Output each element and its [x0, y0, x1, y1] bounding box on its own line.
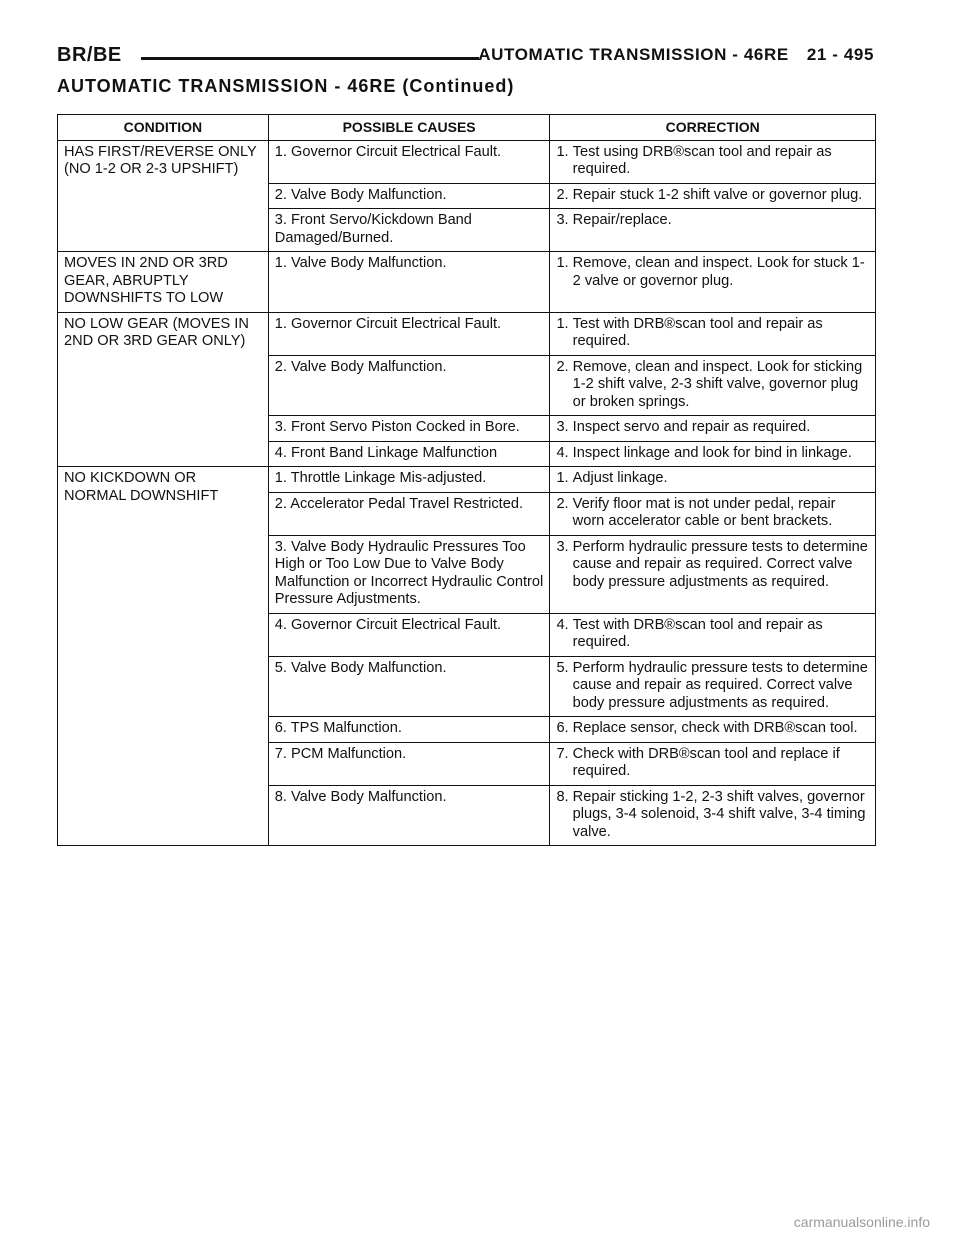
cause-cell: 3. Front Servo Piston Cocked in Bore.	[268, 416, 550, 442]
correction-description: Repair/replace.	[572, 212, 672, 228]
page-number: 21 - 495	[806, 45, 874, 64]
correction-number: 3.	[556, 212, 569, 228]
correction-cell	[550, 656, 876, 717]
correction-description: Test with DRB®scan tool and repair as required.	[572, 616, 823, 650]
correction-description: Perform hydraulic pressure tests to determine cause and repair as required. Correct valve body pressure adjustments as required.	[572, 538, 868, 590]
correction-cell	[550, 209, 876, 252]
correction-text	[556, 212, 869, 230]
cause-cell: 2. Valve Body Malfunction.	[268, 355, 550, 416]
correction-number: 2.	[556, 186, 569, 203]
correction-description: Perform hydraulic pressure tests to determine cause and repair as required. Correct valve body pressure adjustments as required.	[572, 659, 868, 711]
correction-text	[556, 470, 869, 488]
correction-number: 4.	[556, 616, 569, 633]
correction-text	[556, 419, 869, 437]
correction-cell	[550, 355, 876, 416]
cause-cell: 8. Valve Body Malfunction.	[268, 785, 550, 846]
cause-cell: 3. Front Servo/Kickdown Band Damaged/Burned.	[268, 209, 550, 252]
cause-cell: 3. Valve Body Hydraulic Pressures Too High or Too Low Due to Valve Body Malfunction or Incorrect Hydraulic Control Pressure Adjustments.	[268, 535, 550, 613]
correction-cell	[550, 140, 876, 183]
correction-number: 4.	[556, 444, 569, 461]
correction-cell	[550, 492, 876, 535]
correction-description: Inspect servo and repair as required.	[572, 419, 811, 435]
correction-description: Remove, clean and inspect. Look for sticking 1-2 shift valve, 2-3 shift valve, governor plug or broken springs.	[572, 358, 863, 410]
correction-text	[556, 144, 869, 179]
correction-text	[556, 255, 869, 290]
correction-description: Verify floor mat is not under pedal, repair worn accelerator cable or bent brackets.	[572, 495, 836, 529]
cause-cell: 1. Throttle Linkage Mis-adjusted.	[268, 467, 550, 493]
condition-cell: NO LOW GEAR (MOVES IN 2ND OR 3RD GEAR ONLY)	[58, 312, 269, 467]
correction-number: 1.	[556, 315, 569, 332]
table-row	[58, 312, 876, 355]
correction-cell	[550, 613, 876, 656]
correction-number: 1.	[556, 470, 569, 486]
cause-cell: 6. TPS Malfunction.	[268, 717, 550, 743]
cause-cell: 7. PCM Malfunction.	[268, 742, 550, 785]
cause-cell: 4. Front Band Linkage Malfunction	[268, 441, 550, 467]
condition-cell: MOVES IN 2ND OR 3RD GEAR, ABRUPTLY DOWNSHIFTS TO LOW	[58, 252, 269, 313]
correction-cell	[550, 742, 876, 785]
header-rule	[141, 57, 479, 60]
correction-number: 3.	[556, 419, 569, 435]
cause-cell: 5. Valve Body Malfunction.	[268, 656, 550, 717]
correction-cell	[550, 717, 876, 743]
correction-text	[556, 660, 869, 713]
correction-number: 1.	[556, 255, 569, 271]
condition-cell: HAS FIRST/REVERSE ONLY (NO 1-2 OR 2-3 UPSHIFT)	[58, 140, 269, 252]
table-row	[58, 140, 876, 183]
correction-number: 8.	[556, 788, 569, 805]
cause-cell: 1. Valve Body Malfunction.	[268, 252, 550, 313]
condition-cell: NO KICKDOWN OR NORMAL DOWNSHIFT	[58, 467, 269, 846]
correction-text	[556, 720, 869, 738]
table-row	[58, 252, 876, 313]
table-body	[58, 140, 876, 846]
correction-text	[556, 445, 869, 463]
correction-description: Inspect linkage and look for bind in linkage.	[572, 444, 852, 461]
correction-text	[556, 496, 869, 531]
correction-text	[556, 617, 869, 652]
correction-number: 7.	[556, 745, 569, 762]
correction-cell	[550, 467, 876, 493]
correction-number: 3.	[556, 538, 569, 555]
correction-description: Replace sensor, check with DRB®scan tool.	[572, 720, 858, 736]
cause-cell: 1. Governor Circuit Electrical Fault.	[268, 140, 550, 183]
diagnosis-table	[57, 114, 876, 846]
correction-number: 5.	[556, 659, 569, 676]
correction-description: Remove, clean and inspect. Look for stuck 1-2 valve or governor plug.	[572, 255, 865, 289]
correction-text	[556, 316, 869, 351]
column-header-possible-causes: POSSIBLE CAUSES	[268, 115, 550, 141]
correction-description: Test using DRB®scan tool and repair as required.	[572, 143, 832, 177]
correction-cell	[550, 312, 876, 355]
cause-cell: 1. Governor Circuit Electrical Fault.	[268, 312, 550, 355]
correction-text	[556, 539, 869, 592]
correction-description: Adjust linkage.	[572, 470, 668, 486]
correction-text	[556, 359, 869, 412]
header-model: BR/BE	[57, 44, 122, 66]
correction-cell	[550, 785, 876, 846]
header-chapter-title: AUTOMATIC TRANSMISSION - 46RE	[478, 45, 789, 64]
cause-cell: 4. Governor Circuit Electrical Fault.	[268, 613, 550, 656]
table-row	[58, 467, 876, 493]
cause-cell: 2. Accelerator Pedal Travel Restricted.	[268, 492, 550, 535]
correction-text	[556, 187, 869, 205]
correction-number: 1.	[556, 143, 569, 160]
page-header	[57, 44, 874, 74]
header-chapter	[478, 45, 874, 65]
column-header-correction: CORRECTION	[550, 115, 876, 141]
correction-text	[556, 789, 869, 842]
correction-description: Repair stuck 1-2 shift valve or governor plug.	[572, 186, 863, 203]
correction-number: 2.	[556, 358, 569, 375]
watermark: carmanualsonline.info	[793, 1214, 930, 1230]
correction-number: 6.	[556, 720, 569, 736]
correction-cell	[550, 441, 876, 467]
correction-cell	[550, 535, 876, 613]
correction-description: Repair sticking 1-2, 2-3 shift valves, governor plugs, 3-4 solenoid, 3-4 shift valve, 3-4 timing valve.	[572, 788, 866, 840]
column-header-condition: CONDITION	[58, 115, 269, 141]
table-header-row	[58, 115, 876, 141]
section-title: AUTOMATIC TRANSMISSION - 46RE (Continued)	[57, 76, 515, 96]
correction-text	[556, 746, 869, 781]
correction-description: Test with DRB®scan tool and repair as required.	[572, 315, 823, 349]
correction-cell	[550, 183, 876, 209]
correction-description: Check with DRB®scan tool and replace if required.	[572, 745, 840, 779]
correction-cell	[550, 416, 876, 442]
cause-cell: 2. Valve Body Malfunction.	[268, 183, 550, 209]
correction-number: 2.	[556, 495, 569, 512]
correction-cell	[550, 252, 876, 313]
